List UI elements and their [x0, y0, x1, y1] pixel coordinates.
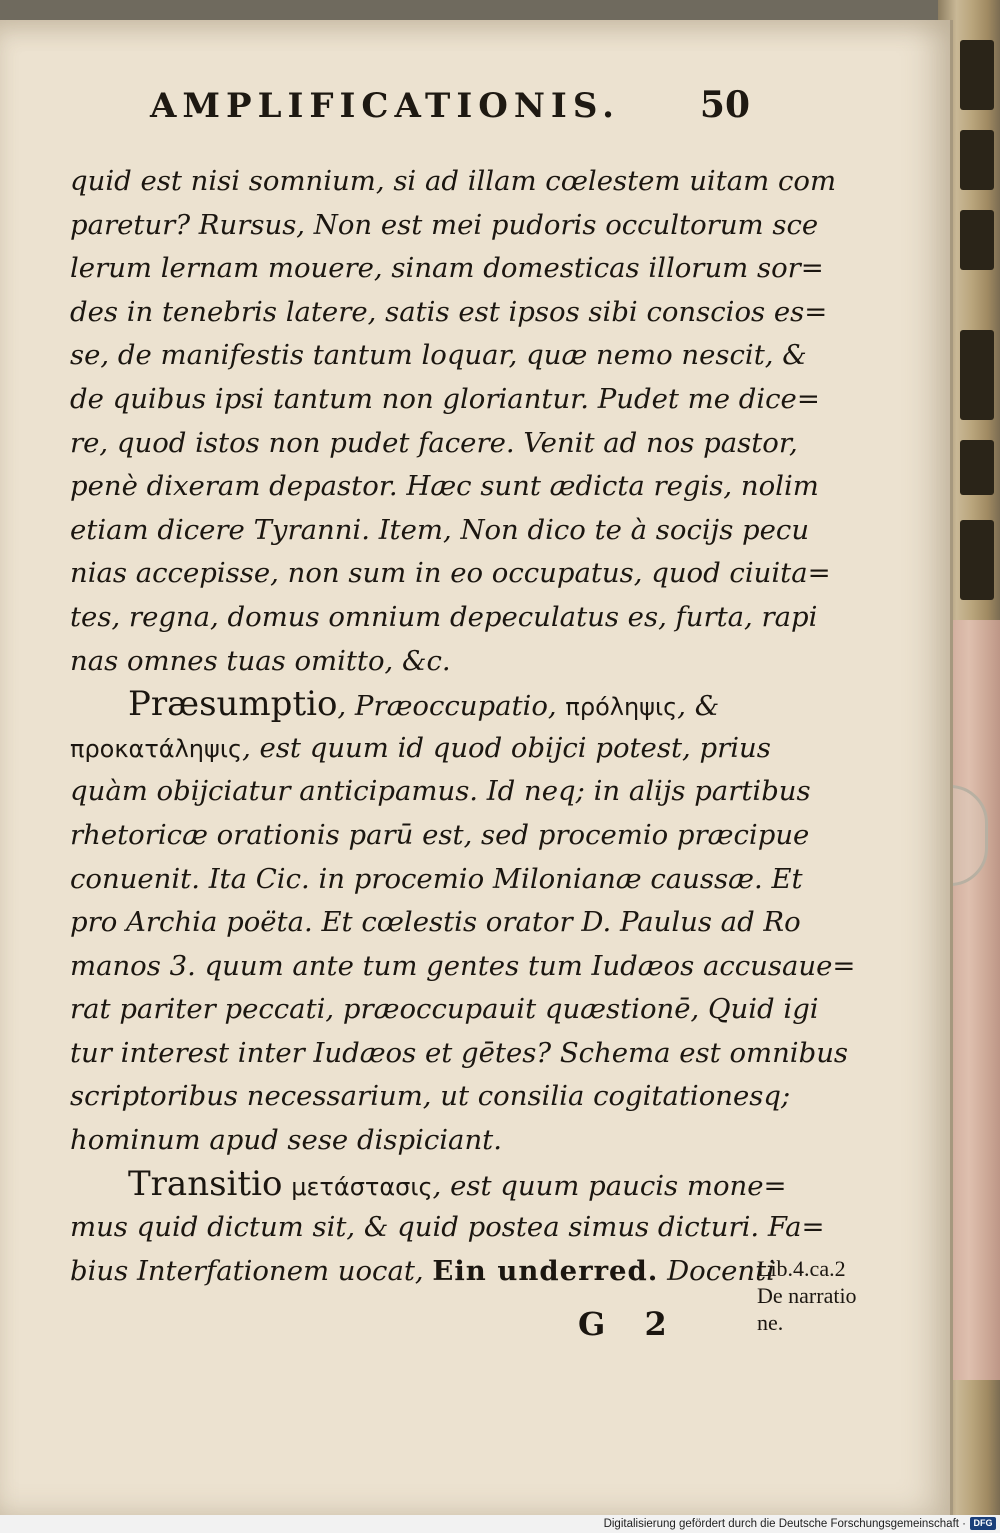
line-text: bius Interfationem uocat, [70, 1254, 433, 1287]
text-line [70, 1250, 775, 1294]
spine-mark [960, 440, 994, 495]
spine-mark [960, 130, 994, 190]
dfg-logo: DFG [970, 1517, 996, 1530]
text-line [70, 1119, 770, 1163]
line-text: , Præoccupatio, [337, 690, 566, 723]
spine-mark [960, 330, 994, 420]
line-text: nas omnes tuas omitto, &c. [70, 644, 451, 677]
text-line [70, 596, 818, 640]
line-text: mus quid dictum sit, & quid postea simus dicturi. Fa= [70, 1211, 825, 1244]
text-line [70, 988, 819, 1032]
text-line [70, 770, 811, 814]
text-line [70, 204, 819, 248]
margin-note-line: De narratio [757, 1283, 857, 1308]
text-line [70, 814, 810, 858]
text-line [70, 858, 803, 902]
line-text: nias accepisse, non sum in eo occupatus, quod ciuita= [70, 557, 831, 590]
line-text: rat pariter peccati, præoccupauit quæstionē, Quid igi [70, 993, 819, 1026]
text-line [70, 727, 770, 771]
greek-term: προκατάληψις [70, 734, 243, 763]
margin-note-line: ne. [757, 1310, 784, 1335]
running-head [150, 86, 750, 136]
footer-credit: Digitalisierung gefördert durch die Deutsche Forschungsgemeinschaft · [603, 1518, 966, 1530]
line-tail: , & [677, 690, 720, 723]
line-text: lerum lernam mouere, sinam domesticas illorum sor= [70, 252, 824, 285]
line-text: pro Archia poëta. Et cœlestis orator D. Paulus ad Ro [70, 906, 801, 939]
text-line [70, 378, 820, 422]
line-text: quàm obijciatur anticipamus. Id neq; in alijs partibus [70, 775, 811, 808]
line-tail: Docenti [658, 1254, 775, 1287]
text-line [70, 422, 798, 466]
text-line [70, 465, 819, 509]
text-line [70, 1075, 791, 1119]
text-line [70, 945, 856, 989]
spine-mark [960, 520, 994, 600]
text-line [70, 552, 831, 596]
running-title: AMPLIFICATIONIS. [150, 86, 620, 126]
greek-term: πρόληψις [565, 693, 678, 722]
german-gloss: Ein underred. [432, 1254, 659, 1287]
line-text: se, de manifestis tantum loquar, quæ nemo nescit, & [70, 339, 807, 372]
text-line [70, 291, 828, 335]
text-line [70, 160, 837, 204]
line-text: penè dixeram depastor. Hæc sunt ædicta regis, nolim [70, 470, 819, 503]
line-text: conuenit. Ita Cic. in procemio Milonianæ caussæ. Et [70, 862, 803, 895]
line-tail: , est quum paucis mone= [432, 1169, 787, 1202]
text-line [70, 509, 810, 553]
line-text: re, quod istos non pudet facere. Venit ad nos pastor, [70, 426, 798, 459]
lead-word: Præsumptio [128, 684, 338, 725]
line-text: etiam dicere Tyranni. Item, Non dico te à socijs pecu [70, 513, 810, 546]
line-text: hominum apud sese dispiciant. [70, 1124, 502, 1157]
line-text: de quibus ipsi tantum non gloriantur. Pudet me dice= [70, 382, 820, 415]
margin-note [757, 1255, 907, 1336]
text-line [70, 640, 770, 684]
text-line [70, 1206, 825, 1250]
line-text: , est quum id quod obijci potest, prius [242, 731, 771, 764]
spine-mark [960, 40, 994, 110]
line-text: tur interest inter Iudæos et gētes? Schema est omnibus [70, 1036, 849, 1069]
text-line [70, 901, 801, 945]
greek-term: μετάστασις [291, 1172, 433, 1201]
signature-mark: G 2 [578, 1305, 681, 1343]
line-text: scriptoribus necessarium, ut consilia cogitationesq; [70, 1080, 791, 1113]
line-text: des in tenebris latere, satis est ipsos sibi conscios es= [70, 295, 828, 328]
margin-note-line: Lib.4.ca.2 [757, 1256, 846, 1281]
text-line [70, 334, 807, 378]
line-text [282, 1170, 291, 1202]
text-line [70, 683, 770, 727]
line-text: tes, regna, domus omnium depeculatus es, furta, rapi [70, 600, 818, 633]
line-text: manos 3. quum ante tum gentes tum Iudæos accusaue= [70, 949, 856, 982]
line-text: rhetoricæ orationis parū est, sed procemio præcipue [70, 818, 810, 851]
line-text: paretur? Rursus, Non est mei pudoris occultorum sce [70, 208, 819, 241]
text-line [70, 1163, 787, 1207]
lead-word: Transitio [128, 1163, 283, 1204]
page-number: 50 [699, 84, 750, 126]
line-text: quid est nisi somnium, si ad illam cœlestem uitam com [70, 165, 837, 197]
text-line [70, 247, 824, 291]
spine-mark [960, 210, 994, 270]
text-line [70, 1032, 849, 1076]
